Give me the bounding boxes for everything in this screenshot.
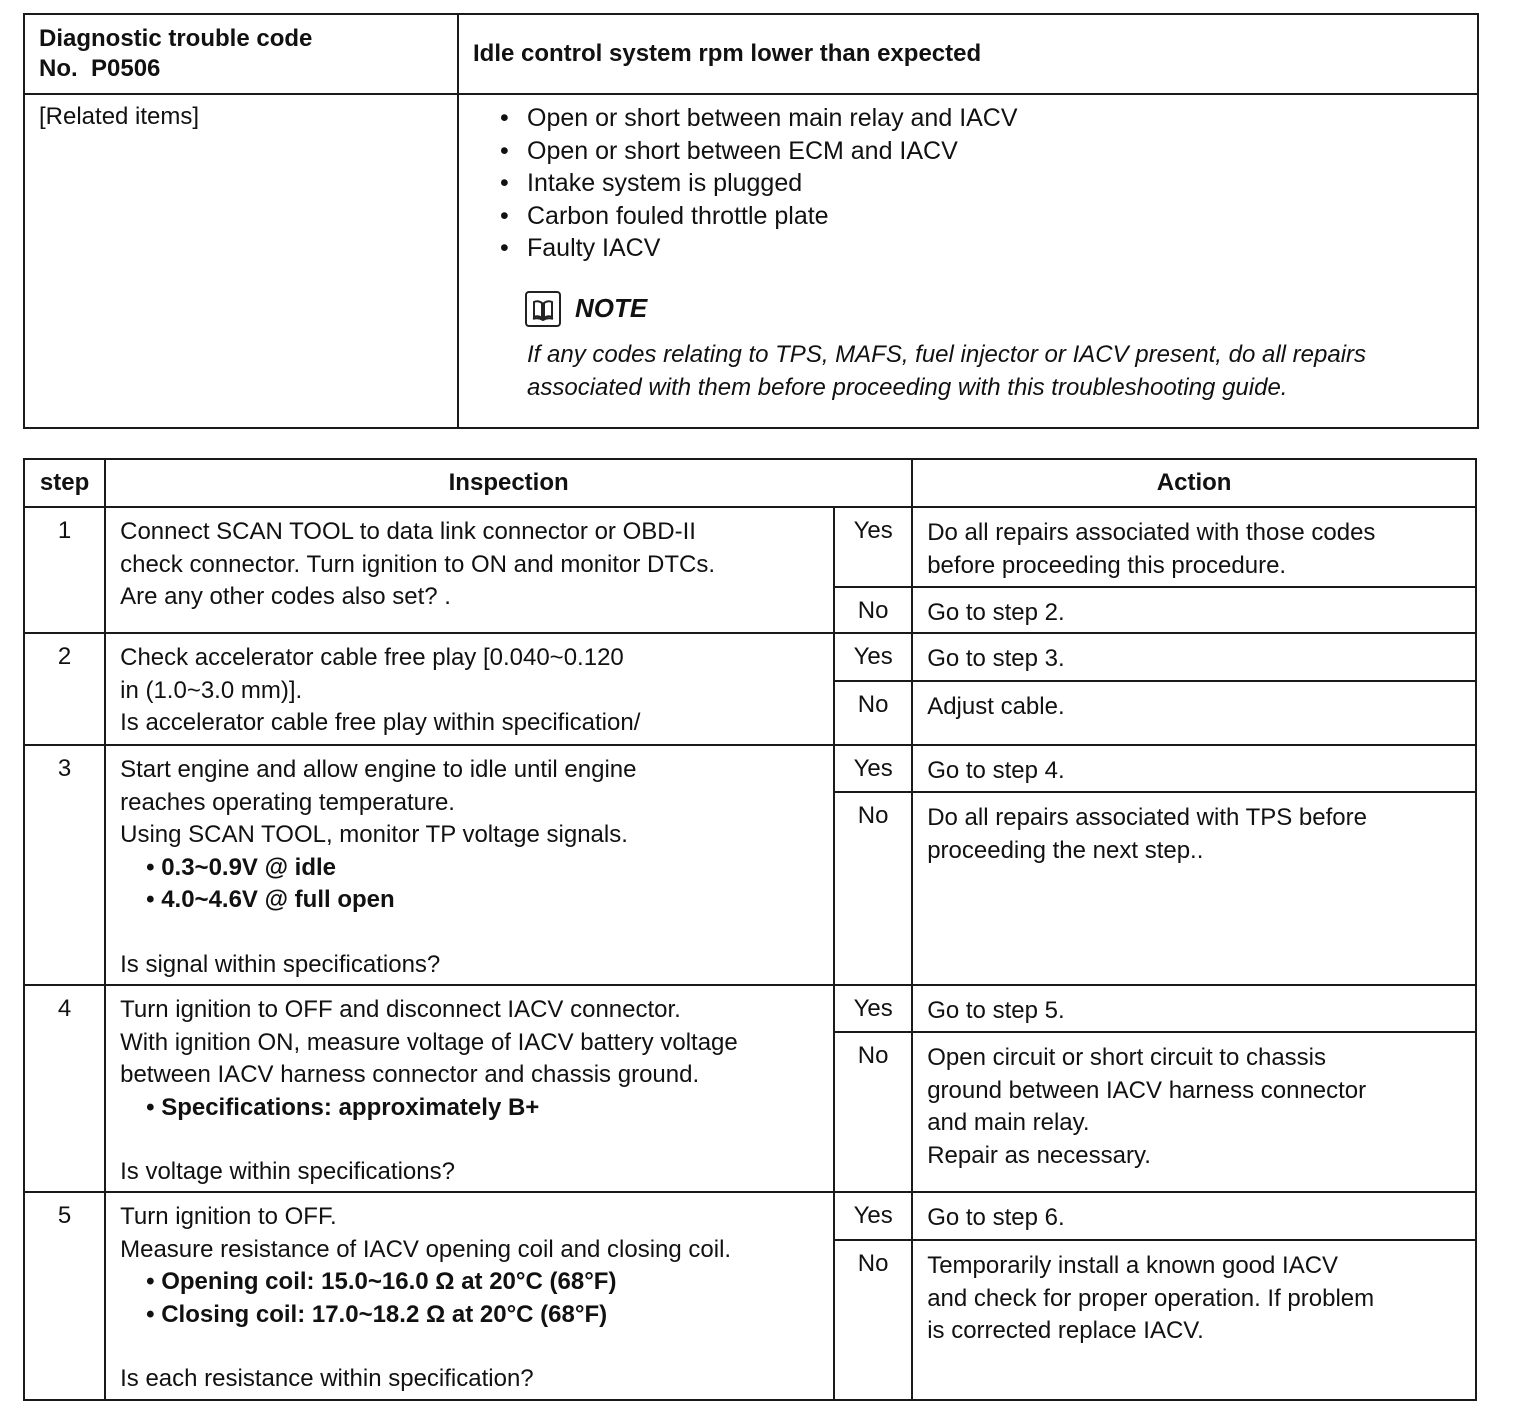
no-label: No bbox=[834, 587, 912, 633]
inspection-question: Is signal within specifications? bbox=[120, 950, 441, 978]
action-line: before proceeding this procedure. bbox=[927, 551, 1287, 579]
action-line: Go to step 2. bbox=[927, 599, 1065, 626]
no-action-cell bbox=[912, 1240, 1476, 1400]
action-line: proceeding the next step.. bbox=[927, 836, 1204, 864]
step-number: 1 bbox=[24, 507, 105, 633]
inspection-line: Are any other codes also set? . bbox=[120, 583, 451, 610]
spacer bbox=[120, 1124, 833, 1156]
step-number: 4 bbox=[24, 985, 105, 1192]
column-header-step: step bbox=[24, 459, 105, 507]
related-item: • Faulty IACV bbox=[497, 232, 1477, 265]
specification-item: • Closing coil: 17.0~18.2 Ω at 20°C (68°F) bbox=[120, 1299, 833, 1332]
inspection-line: With ignition ON, measure voltage of IACV battery voltage bbox=[120, 1028, 738, 1056]
table-header-row bbox=[24, 459, 1476, 507]
action-line: Do all repairs associated with those codes bbox=[927, 519, 1376, 546]
inspection-line: Start engine and allow engine to idle until engine bbox=[120, 756, 637, 783]
table-row bbox=[24, 745, 1476, 792]
no-label: No bbox=[834, 1240, 912, 1400]
action-line: and main relay. bbox=[927, 1109, 1090, 1136]
step-number: 2 bbox=[24, 633, 105, 745]
inspection-line: Check accelerator cable free play [0.040~0.120 bbox=[120, 644, 624, 671]
yes-action-cell bbox=[912, 985, 1476, 1032]
column-header-inspection: Inspection bbox=[105, 459, 912, 507]
note-line: If any codes relating to TPS, MAFS, fuel injector or IACV present, do all repairs bbox=[527, 340, 1367, 368]
yes-label: Yes bbox=[834, 1192, 912, 1240]
related-item: • Open or short between main relay and IACV bbox=[497, 102, 1477, 135]
inspection-line: Is accelerator cable free play within specification/ bbox=[120, 709, 641, 736]
yes-label: Yes bbox=[834, 633, 912, 681]
no-label: No bbox=[834, 681, 912, 745]
inspection-line: Measure resistance of IACV opening coil and closing coil. bbox=[120, 1235, 732, 1263]
inspection-cell bbox=[105, 1192, 834, 1400]
action-line: Temporarily install a known good IACV bbox=[927, 1252, 1339, 1279]
yes-action-cell bbox=[912, 1192, 1476, 1240]
note-text bbox=[527, 338, 1477, 404]
specification-item: • 4.0~4.6V @ full open bbox=[120, 884, 833, 917]
spacer bbox=[120, 917, 833, 949]
action-line: Adjust cable. bbox=[927, 693, 1065, 720]
dtc-code-cell bbox=[24, 14, 458, 94]
related-item: • Open or short between ECM and IACV bbox=[497, 135, 1477, 168]
yes-action-cell bbox=[912, 633, 1476, 681]
step-number: 5 bbox=[24, 1192, 105, 1400]
related-item: • Intake system is plugged bbox=[497, 167, 1477, 200]
specification-item: • Opening coil: 15.0~16.0 Ω at 20°C (68°F) bbox=[120, 1266, 833, 1299]
related-items-cell bbox=[458, 94, 1478, 428]
action-line: Open circuit or short circuit to chassis bbox=[927, 1044, 1327, 1071]
related-items-label: [Related items] bbox=[24, 94, 458, 428]
action-line: Go to step 5. bbox=[927, 997, 1065, 1024]
inspection-cell bbox=[105, 985, 834, 1192]
steps-table-body bbox=[24, 507, 1476, 1400]
inspection-line: Turn ignition to OFF. bbox=[120, 1203, 337, 1230]
inspection-line: Turn ignition to OFF and disconnect IACV connector. bbox=[120, 996, 681, 1023]
action-line: is corrected replace IACV. bbox=[927, 1317, 1204, 1344]
note-line: associated with them before proceeding with this troubleshooting guide. bbox=[527, 373, 1288, 401]
action-line: Go to step 3. bbox=[927, 645, 1065, 672]
no-action-cell bbox=[912, 587, 1476, 633]
inspection-line: in (1.0~3.0 mm)]. bbox=[120, 676, 303, 704]
column-header-action: Action bbox=[912, 459, 1476, 507]
inspection-line: reaches operating temperature. bbox=[120, 788, 455, 816]
no-action-cell bbox=[912, 792, 1476, 985]
inspection-cell bbox=[105, 745, 834, 985]
action-line: Do all repairs associated with TPS before bbox=[927, 804, 1367, 831]
action-line: and check for proper operation. If problem bbox=[927, 1284, 1375, 1312]
dtc-title: Idle control system rpm lower than expected bbox=[458, 14, 1478, 94]
related-items-list bbox=[497, 102, 1477, 265]
inspection-line: between IACV harness connector and chassis ground. bbox=[120, 1061, 700, 1088]
table-row bbox=[24, 507, 1476, 587]
inspection-question: Is voltage within specifications? bbox=[120, 1158, 455, 1185]
action-line: Repair as necessary. bbox=[927, 1141, 1151, 1169]
inspection-question: Is each resistance within specification? bbox=[120, 1365, 534, 1392]
inspection-cell bbox=[105, 507, 834, 633]
yes-action-cell bbox=[912, 745, 1476, 792]
book-icon bbox=[525, 291, 561, 327]
dtc-number: No. P0506 bbox=[39, 55, 161, 82]
yes-label: Yes bbox=[834, 507, 912, 587]
no-label: No bbox=[834, 1032, 912, 1192]
inspection-line: Connect SCAN TOOL to data link connector or OBD-II bbox=[120, 518, 696, 545]
table-row bbox=[24, 985, 1476, 1032]
note-heading bbox=[525, 291, 1477, 327]
inspection-line: check connector. Turn ignition to ON and monitor DTCs. bbox=[120, 550, 716, 578]
inspection-cell bbox=[105, 633, 834, 745]
inspection-line: Using SCAN TOOL, monitor TP voltage signals. bbox=[120, 821, 628, 848]
table-row bbox=[24, 633, 1476, 681]
yes-action-cell bbox=[912, 507, 1476, 587]
no-action-cell bbox=[912, 1032, 1476, 1192]
dtc-label: Diagnostic trouble code bbox=[39, 25, 313, 52]
related-item: • Carbon fouled throttle plate bbox=[497, 200, 1477, 233]
step-number: 3 bbox=[24, 745, 105, 985]
specification-item: • 0.3~0.9V @ idle bbox=[120, 852, 833, 885]
spacer bbox=[120, 1331, 833, 1363]
table-row bbox=[24, 1192, 1476, 1240]
action-line: Go to step 4. bbox=[927, 757, 1065, 784]
no-label: No bbox=[834, 792, 912, 985]
yes-label: Yes bbox=[834, 745, 912, 792]
troubleshooting-steps-table bbox=[23, 458, 1477, 1401]
action-line: Go to step 6. bbox=[927, 1204, 1065, 1231]
no-action-cell bbox=[912, 681, 1476, 745]
action-line: ground between IACV harness connector bbox=[927, 1076, 1367, 1104]
note-label: NOTE bbox=[575, 293, 648, 323]
specification-item: • Specifications: approximately B+ bbox=[120, 1092, 833, 1125]
yes-label: Yes bbox=[834, 985, 912, 1032]
dtc-header-table bbox=[23, 13, 1479, 429]
